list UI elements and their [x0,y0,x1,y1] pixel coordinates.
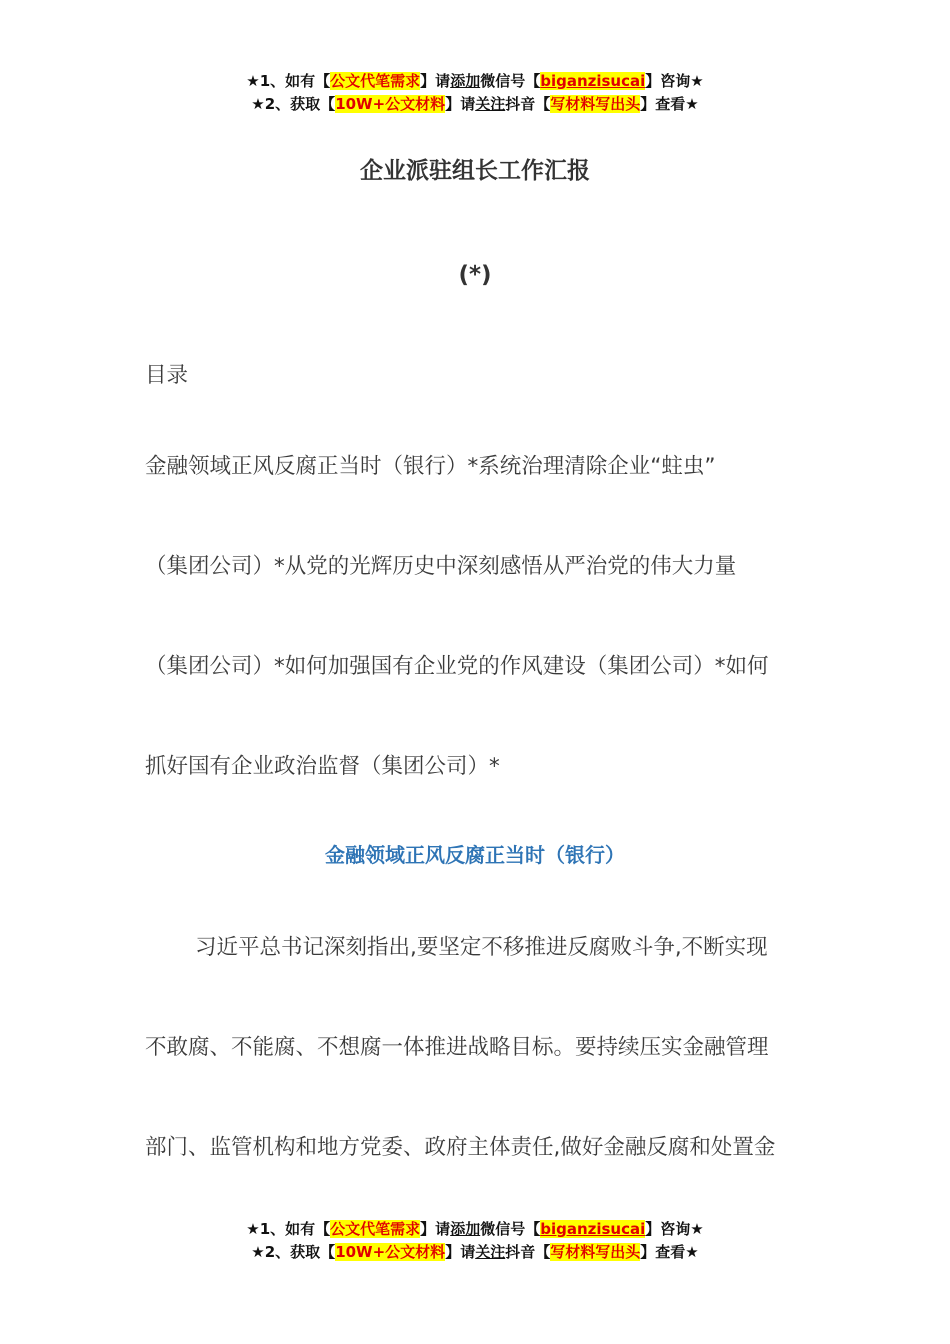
banner-highlight: 公文代笔需求 [330,1220,421,1238]
banner-text: 】查看★ [640,1243,699,1261]
banner-highlight: 10W+公文材料 [335,95,446,113]
paragraph-line: 部门、监管机构和地方党委、政府主体责任,做好金融反腐和处置金 [145,1135,776,1160]
banner-wechat-id: biganzisucai [540,72,646,90]
section-heading: 金融领域正风反腐正当时（银行） [325,843,625,867]
document-title: 企业派驻组长工作汇报 [360,158,590,184]
banner-text: ★1、如有【 [246,1220,331,1238]
banner-underline: 关注 [475,95,506,113]
banner-text: 】请 [445,95,476,113]
paragraph-line: 不敢腐、不能腐、不想腐一体推进战略目标。要持续压实金融管理 [145,1035,769,1060]
banner-highlight: 10W+公文材料 [335,1243,446,1261]
paragraph-line: 习近平总书记深刻指出,要坚定不移推进反腐败斗争,不断实现 [195,935,768,960]
document-subtitle: (*) [458,262,492,288]
footer-banner [0,1218,950,1264]
banner-text: ★2、获取【 [251,1243,336,1261]
banner-text: 】请 [420,1220,451,1238]
banner-text: 】请 [420,72,451,90]
banner-line-1 [0,70,950,93]
banner-line-2 [0,93,950,116]
banner-wechat-id: biganzisucai [540,1220,646,1238]
banner-line-1 [0,1218,950,1241]
toc-line: 金融领域正风反腐正当时（银行）*系统治理清除企业“蛀虫” [145,454,716,479]
toc-line: （集团公司）*从党的光辉历史中深刻感悟从严治党的伟大力量 [145,554,737,579]
toc-line: （集团公司）*如何加强国有企业党的作风建设（集团公司）*如何 [145,654,769,679]
toc-line: 抓好国有企业政治监督（集团公司）* [145,754,500,779]
banner-text: ★2、获取【 [251,95,336,113]
banner-underline: 添加 [450,72,481,90]
banner-text: 】咨询★ [645,72,704,90]
header-banner [0,70,950,116]
banner-text: 】咨询★ [645,1220,704,1238]
banner-highlight: 写材料写出头 [550,1243,641,1261]
toc-label: 目录 [145,363,189,388]
banner-text: 微信号【 [480,72,541,90]
banner-line-2 [0,1241,950,1264]
banner-highlight: 写材料写出头 [550,95,641,113]
banner-text: ★1、如有【 [246,72,331,90]
banner-underline: 添加 [450,1220,481,1238]
banner-underline: 关注 [475,1243,506,1261]
banner-text: 微信号【 [480,1220,541,1238]
banner-text: 】请 [445,1243,476,1261]
banner-highlight: 公文代笔需求 [330,72,421,90]
banner-text: 抖音【 [505,1243,551,1261]
banner-text: 】查看★ [640,95,699,113]
banner-text: 抖音【 [505,95,551,113]
